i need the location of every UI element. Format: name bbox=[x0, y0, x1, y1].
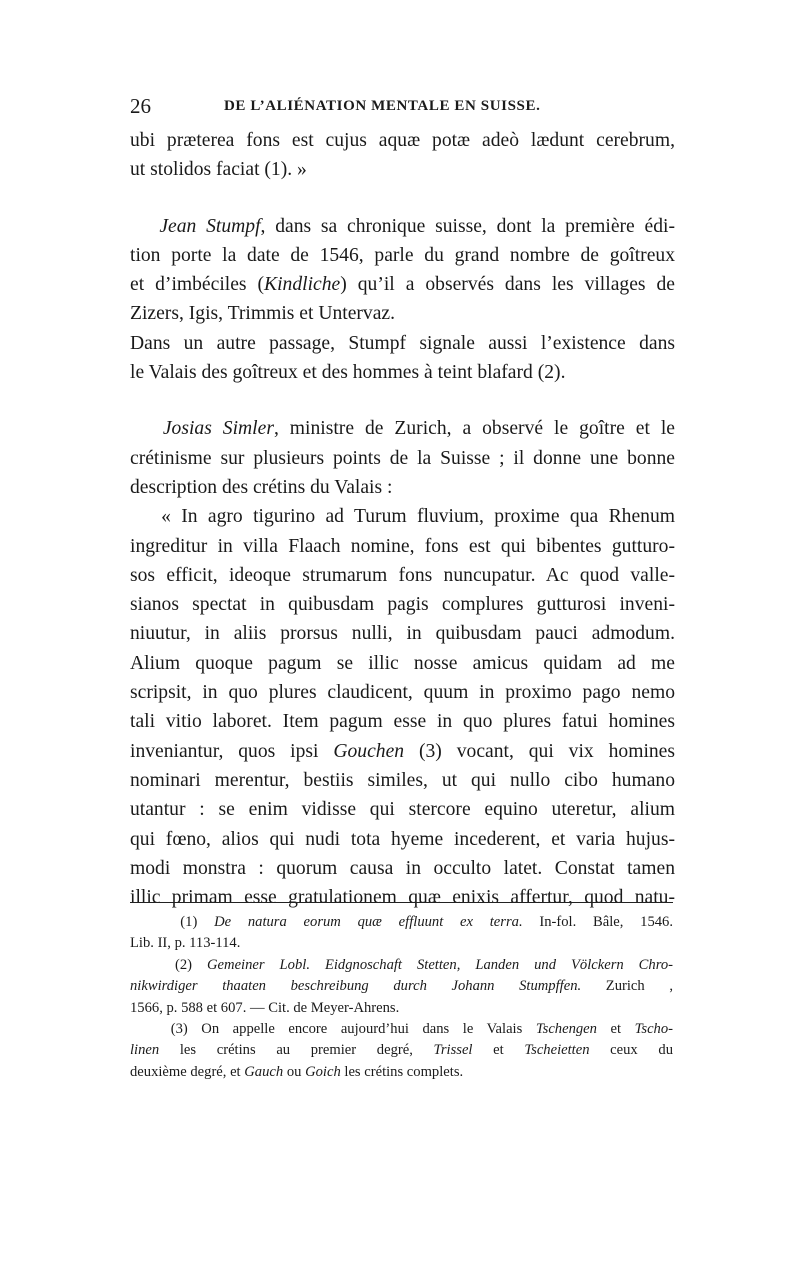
paragraph bbox=[130, 414, 675, 502]
author-name: Jean Stumpf bbox=[159, 215, 261, 237]
text-line: (3) On appelle encore aujourd’hui dans le Valais Tschengen et Tscho- bbox=[170, 1020, 673, 1037]
text-line: inveniantur, quos ipsi Gouchen (3) vocant, qui vix homines bbox=[130, 740, 676, 762]
footnote-rule bbox=[130, 902, 673, 903]
footnote-2 bbox=[130, 955, 673, 1019]
text-line: sos efficit, ideoque strumarum fons nuncupatur. Ac quod valle- bbox=[130, 564, 675, 586]
text-line: niuutur, in aliis prorsus nulli, in quibusdam pauci admodum. bbox=[130, 623, 675, 645]
footnotes bbox=[130, 912, 673, 1083]
text-line: ubi præterea fons est cujus aquæ potæ adeò lædunt cerebrum, bbox=[130, 130, 675, 151]
text-line: utantur : se enim vidisse qui stercore equino uteretur, alium bbox=[130, 799, 675, 821]
italic-term: Kindliche bbox=[264, 274, 341, 296]
text-line: Dans un autre passage, Stumpf signale aussi l’existence dans bbox=[130, 332, 675, 354]
text-line: Zizers, Igis, Trimmis et Untervaz. bbox=[130, 303, 396, 325]
text-line: qui fœno, alios qui nudi tota hyeme incederent, et varia hujus- bbox=[130, 828, 675, 850]
text-line: le Valais des goîtreux et des hommes à teint blafard (2). bbox=[130, 362, 566, 384]
text-line: (2) Gemeiner Lobl. Eidgnoschaft Stetten, Landen und Völckern Chro- bbox=[175, 956, 673, 973]
text-line: illic primam esse gratulationem quæ enixis affertur, quod natu- bbox=[130, 887, 675, 909]
text-line: scripsit, in quo plures claudicent, quum in proximo pago nemo bbox=[130, 682, 675, 704]
text-line: ingreditur in villa Flaach nomine, fons est qui bibentes gutturo- bbox=[130, 535, 675, 557]
text-line: Josias Simler, ministre de Zurich, a observé le goître et le bbox=[162, 418, 675, 440]
text-line: description des crétins du Valais : bbox=[130, 476, 393, 498]
text-line: sianos spectat in quibusdam pagis complures gutturosi inveni- bbox=[130, 594, 675, 616]
author-name: Josias Simler bbox=[162, 418, 274, 440]
text-line: Jean Stumpf, dans sa chronique suisse, dont la première édi- bbox=[159, 215, 675, 237]
italic-term: Gouchen bbox=[333, 740, 405, 762]
footnote-1 bbox=[130, 912, 673, 955]
text-line: deuxième degré, et Gauch ou Goich les crétins complets. bbox=[130, 1063, 464, 1080]
running-head: DE L’ALIÉNATION MENTALE EN SUISSE. bbox=[224, 98, 541, 114]
text-line: 1566, p. 588 et 607. — Cit. de Meyer-Ahrens. bbox=[130, 999, 400, 1016]
text-line: tali vitio laboret. Item pagum esse in quo plures fatui homines bbox=[130, 711, 675, 733]
text-line: nominari merentur, bestiis similes, ut qui nullo cibo humano bbox=[130, 769, 675, 791]
text-line: crétinisme sur plusieurs points de la Suisse ; il donne une bonne bbox=[130, 447, 675, 469]
text-line: « In agro tigurino ad Turum fluvium, proxime qua Rhenum bbox=[161, 506, 675, 528]
text-line: tion porte la date de 1546, parle du grand nombre de goîtreux bbox=[130, 244, 675, 266]
text-line: (1) De natura eorum quæ effluunt ex terra. In-fol. Bâle, 1546. bbox=[180, 914, 673, 930]
paragraph bbox=[130, 126, 675, 185]
paragraph bbox=[130, 212, 675, 329]
footnote-3 bbox=[130, 1019, 673, 1083]
page-header bbox=[130, 94, 670, 122]
text-line: ut stolidos faciat (1). » bbox=[130, 159, 307, 181]
quotation bbox=[130, 502, 675, 912]
paragraph bbox=[130, 329, 675, 388]
body-text bbox=[130, 126, 675, 912]
text-line: Lib. II, p. 113-114. bbox=[130, 935, 241, 952]
text-line: Alium quoque pagum se illic nosse amicus quidam ad me bbox=[130, 652, 675, 674]
text-line: nikwirdiger thaaten beschreibung durch Johann Stumpffen. Zurich , bbox=[130, 978, 673, 995]
text-line: modi monstra : quorum causa in occulto latet. Constat tamen bbox=[130, 857, 675, 879]
text-line: et d’imbéciles (Kindliche) qu’il a observés dans les villages de bbox=[130, 274, 675, 296]
page-number: 26 bbox=[130, 94, 151, 118]
text-line: linen les crétins au premier degré, Trissel et Tscheietten ceux du bbox=[130, 1042, 673, 1059]
